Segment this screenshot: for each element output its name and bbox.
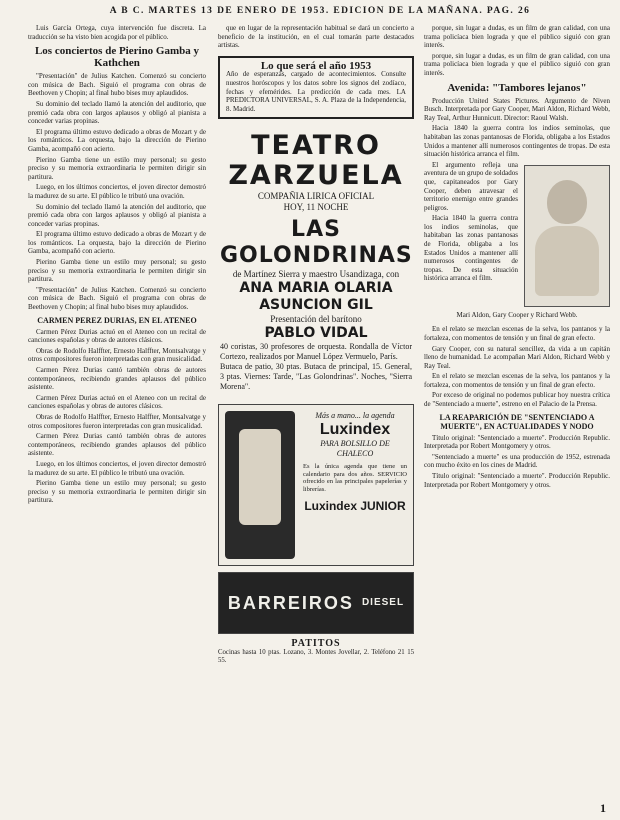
teatro-note: Presentación del barítono [270,314,362,325]
left-column [28,24,206,812]
paragraph: Carmen Pérez Durias cantó también obras de autores contemporáneos, recibiendo grandes aplausos del público asistente. [28,366,206,392]
headline-carmen: CARMEN PEREZ DURIAS, EN EL ATENEO [37,315,197,325]
teatro-show: LAS GOLONDRINAS [220,217,413,269]
paragraph: "Sentenciado a muerte" es una producción de 1952, estrenada con mucho éxito en los cines de Madrid. [424,452,610,470]
paragraph: En el relato se mezclan escenas de la selva, los pantanos y la fortaleza, con momentos de tensión y un final de gran efecto. [424,325,610,342]
top-text: porque, sin lugar a dudas, es un film de gran calidad, con una trama policíaca bien lograda y que el público siguió con gran interés. [424,24,610,50]
page-footer: 1 [600,801,606,815]
teatro-zarzuela-ad [218,125,414,398]
teatro-name: TEATRO ZARZUELA [228,130,404,192]
teatro-prices: Butaca de patio, 30 ptas. Butaca de principal, 15. General, 3 ptas. Viernes: Tarde, "Las Golondrinas". Noches, "Sierra Morena". [220,362,412,392]
box-body: Año de esperanzas, cargado de acontecimientos. Consulte nuestros horóscopos y los datos sobre los signos del zodíaco, fechas y efemérides. La predicción de cada mes. LA PREDICTORA UNIVERSAL, S. A. Plaza de la Independencia, 8. Madrid. [226,70,406,113]
teatro-more: 40 coristas, 30 profesores de orquesta. Rondalla de Víctor Cortezo, realizados por Manuel López Vermuelo, París. [220,342,412,362]
paragraph: Título original: "Sentenciado a muerte". Producción Republic. Interpretada por Robert Montgomery y otros. [424,433,610,451]
agenda-book-icon [239,429,281,525]
paragraph: Hacia 1840 la guerra contra los indios seminolas, que habitaban las zonas pantanosas de Florida, obligaba a los Estados Unidos a mantener allí numerosos contingentes de tropas. De esta situación histórica arranca el film. [424,124,610,159]
patitos-title: PATITOS [291,638,341,650]
paragraph: "Presentación" de Julius Katchen. Comenzó su concierto con música de Bach. Siguió el programa con obras de Beethoven y Chopin; al final hubo bises muy aplaudidos. [28,285,206,312]
portrait-body-icon [535,226,599,296]
film-still-photo [524,165,610,307]
top-text: que en lugar de la representación habitual se dará un concierto a beneficio de la institución, en el cual tomarán parte destacados artistas. [218,24,414,50]
paragraph: Pierino Gamba tiene un estilo muy personal; su gesto preciso y su memoria extraordinaria le permiten dirigir sin partitura. [28,258,206,284]
paragraph: Por exceso de original no podemos publicar hoy nuestra crítica de "Sentenciado a muerte", estreno en el Palacio de la Prensa. [424,391,610,409]
headline-sentenciado: LA REAPARICIÓN DE "SENTENCIADO A MUERTE", EN ACTUALIDADES Y NODO [439,412,595,431]
masthead: A B C. MARTES 13 DE ENERO DE 1953. EDICION DE LA MAÑANA. PAG. 26 [109,6,531,16]
teatro-cast-1: ANA MARIA OLARIA [239,280,393,297]
paragraph: Hacia 1840 la guerra contra los indios seminolas, que habitaban las zonas pantanosas de Florida, obligaba a los Estados Unidos a mantener allí numerosos contingentes de tropas. De esta situación histórica arranca el film. [424,214,518,283]
photo-caption: Mari Aldon, Gary Cooper y Richard Webb. [456,310,578,319]
headline-avenida: Avenida: "Tambores lejanos" [447,81,587,94]
paragraph: Pierino Gamba tiene un estilo muy personal; su gesto preciso y su memoria extraordinaria le permiten dirigir sin partitura. [28,479,206,505]
barreiros-brand: BARREIROS [227,593,354,614]
teatro-when: HOY, 11 NOCHE [283,202,349,213]
ad-tag: Más a mano... la agenda [315,411,395,421]
paragraph: Luego, en los últimos conciertos, el joven director demostró la madurez de su arte. El público le tributó una ovación. [28,459,206,477]
paragraph: porque, sin lugar a dudas, es un film de gran calidad, con una trama policíaca bien lograda y que el público siguió con gran interés. [424,51,610,77]
credits: Producción United States Pictures. Argumento de Niven Busch. Interpretada por Gary Cooper, Mari Aldon, Richard Webb, Ray Teal, Arthur Hunnicutt. Director: Raoul Walsh. [424,96,610,122]
teatro-authors: de Martínez Sierra y maestro Usandizaga, con [232,269,400,280]
paragraph: Pierino Gamba tiene un estilo muy personal; su gesto preciso y su memoria extraordinaria le permiten dirigir sin partitura. [28,155,206,181]
ad-tag-2: PARA BOLSILLO DE CHALECO [320,439,390,459]
paragraph: Carmen Pérez Durias actuó en el Ateneo con un recital de canciones españolas y obras de autores clásicos. [28,393,206,411]
agenda-image [225,411,295,559]
paragraph: Obras de Rodolfo Halffter, Ernesto Halffter, Montsalvatge y otros compositores fueron interpretadas con gran musicalidad. [28,346,206,364]
barreiros-sub: DIESEL [361,597,405,609]
intro-text: Luis García Ortega, cuya intervención fue discreta. La traducción se ha visto bien acogida por el público. [28,24,206,41]
announcement-box [218,56,414,120]
paragraph: El programa último estuvo dedicado a obras de Mozart y de los románticos. La orquesta, bajo la dirección de Pierino Gamba, acompañó con acierto. [28,127,206,153]
luxindex-ad [218,404,414,566]
right-column [424,24,610,812]
paragraph: El argumento refleja una aventura de un grupo de soldados que, capitaneados por Gary Cooper, deben atravesar el territorio enemigo entre grandes peligros. [424,160,518,212]
paragraph: Obras de Rodolfo Halffter, Ernesto Halffter, Montsalvatge y otros compositores fueron interpretadas con gran musicalidad. [28,412,206,430]
paragraph: Gary Cooper, con su natural sencillez, da vida a un capitán lleno de humanidad. Le acompañan Mari Aldon, Richard Webb y Ray Teal. [424,344,610,370]
barreiros-ad [218,572,414,634]
teatro-company: COMPAÑIA LIRICA OFICIAL [257,191,375,202]
ad-text [303,411,407,515]
paragraph: Su dominio del teclado llamó la atención del auditorio, que premió cada obra con largos aplausos y obligó al pianista a conceder varias propinas. [28,202,206,228]
patitos-body: Cocinas hasta 10 ptas. Lozano, 3. Montes Jovellar, 2. Teléfono 21 15 55. [218,648,414,664]
paragraph: Título original: "Sentenciado a muerte". Producción Republic. Interpretada por Robert Montgomery y otros. [424,472,610,489]
paragraph: Su dominio del teclado llamó la atención del auditorio, que premió cada obra con largos aplausos y obligó al pianista a conceder varias propinas. [28,99,206,126]
paragraph: En el relato se mezclan escenas de la selva, los pantanos y la fortaleza, con momentos de tensión y un final de gran efecto. [424,372,610,389]
headline-conciertos: Los conciertos de Pierino Gamba y Kathchen [34,45,200,70]
paragraph: Carmen Pérez Durias actuó en el Ateneo con un recital de canciones españolas y obras de autores clásicos. [28,327,206,345]
box-title: Lo que será el año 1953 [260,59,372,72]
ad-brand-bottom: Luxindex JUNIOR [304,499,406,514]
paragraph: Carmen Pérez Durias cantó también obras de autores contemporáneos, recibiendo grandes aplausos del público asistente. [28,432,206,458]
paragraph: El programa último estuvo dedicado a obras de Mozart y de los románticos. La orquesta, bajo la dirección de Pierino Gamba, acompañó con acierto. [28,230,206,256]
paragraph: Luego, en los últimos conciertos, el joven director demostró la madurez de su arte. El público le tributó una ovación. [28,183,206,200]
middle-column [218,24,414,812]
paragraph: "Presentación" de Julius Katchen. Comenzó su concierto con música de Bach. Siguió el programa con obras de Beethoven y Chopin; al final hubo bises muy aplaudidos. [28,72,206,98]
teatro-cast-3: PABLO VIDAL [264,325,368,342]
portrait-head-icon [547,180,587,224]
ad-fine-print: Es la única agenda que tiene un calendario para dos años. SERVICIO ofrecido en las principales papelerías y librerías. [303,463,407,493]
teatro-cast-2: ASUNCION GIL [259,297,373,314]
ad-brand: Luxindex [319,421,391,439]
